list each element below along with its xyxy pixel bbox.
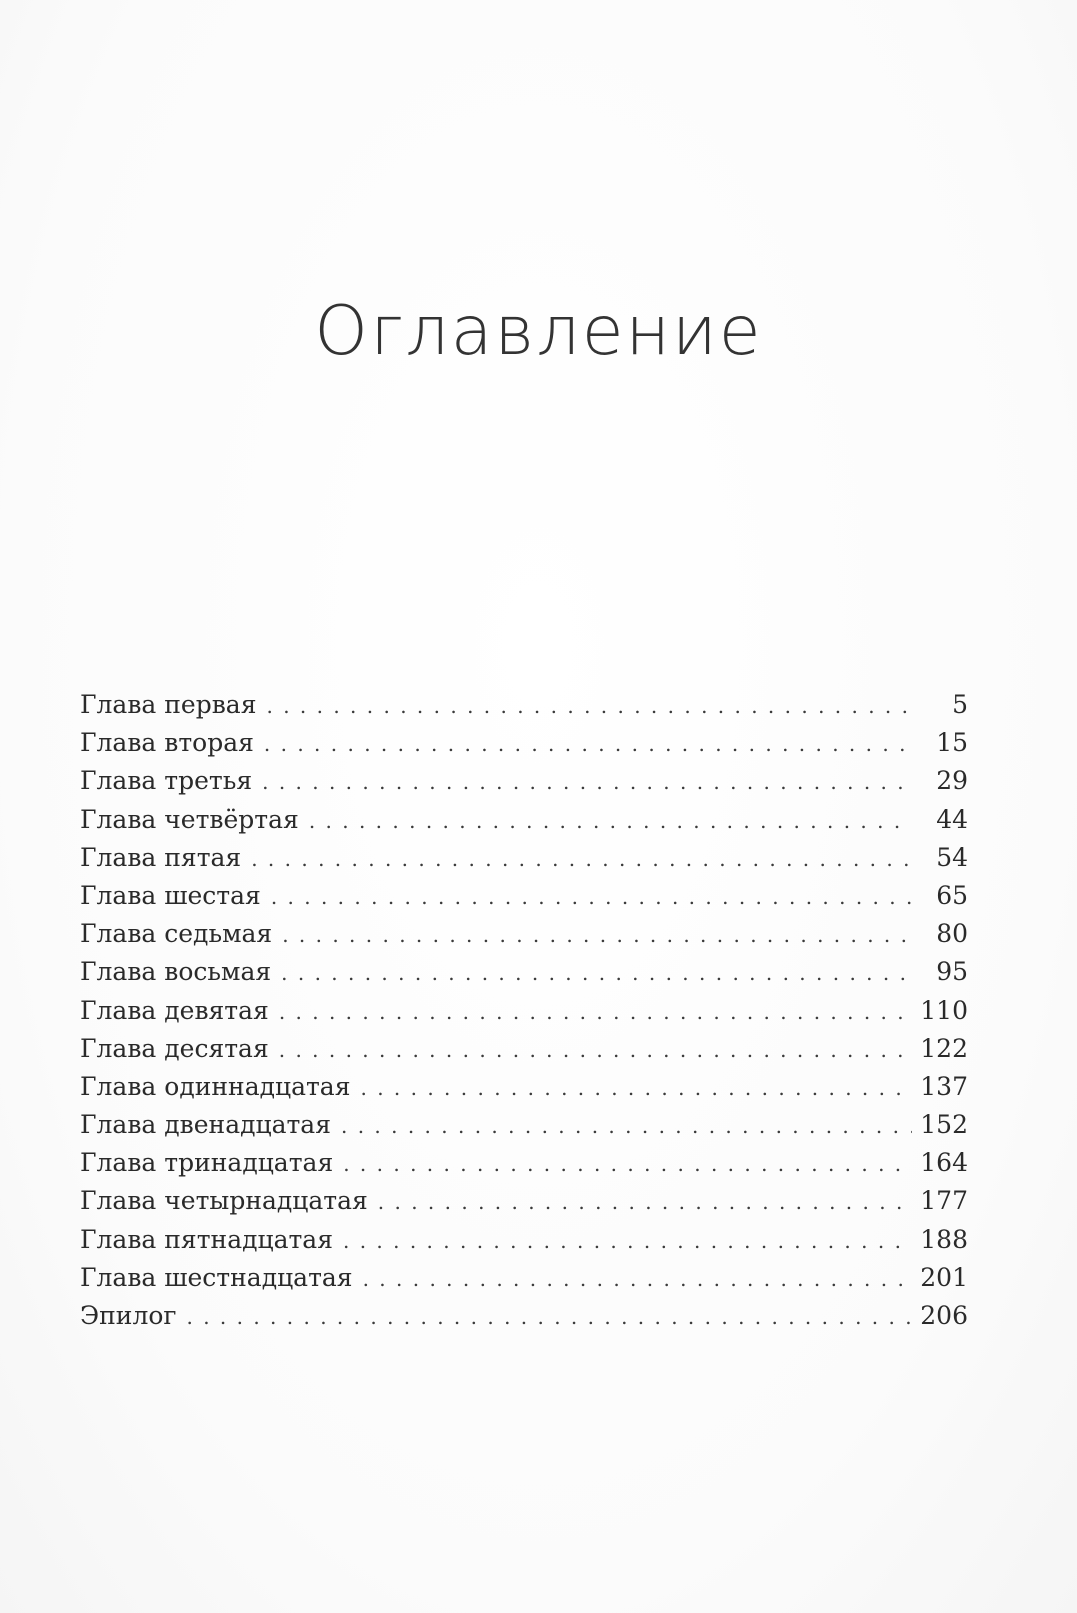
toc-entry <box>80 1030 968 1068</box>
toc-entry-page: 110 <box>920 995 968 1025</box>
toc-entry <box>80 992 968 1030</box>
toc-entry <box>80 686 968 724</box>
toc-dot-leader <box>343 1222 912 1260</box>
toc-entry-label: Глава первая <box>80 690 257 719</box>
toc-entry-label: Глава третья <box>80 766 253 796</box>
toc-entry-label: Глава пятая <box>80 842 242 872</box>
toc-entry-page: 95 <box>936 957 968 987</box>
toc-entry-page: 80 <box>936 919 968 949</box>
toc-entry <box>80 801 968 839</box>
toc-entry-page: 65 <box>936 880 968 910</box>
toc-dot-leader <box>360 1069 912 1107</box>
toc-dot-leader <box>279 1031 912 1069</box>
toc-dot-leader <box>343 1145 912 1183</box>
toc-entry-page: 188 <box>920 1224 968 1254</box>
toc-entry <box>80 1106 968 1144</box>
toc-entry <box>80 839 968 877</box>
toc-entry <box>80 953 968 991</box>
toc-entry-label: Глава одиннадцатая <box>80 1071 351 1101</box>
toc-entry-label: Глава пятнадцатая <box>80 1224 333 1254</box>
toc-entry-page: 152 <box>920 1110 968 1140</box>
page-title: Оглавление <box>314 292 763 371</box>
toc-entry-page: 54 <box>936 842 968 872</box>
toc-entry <box>80 915 968 953</box>
toc-entry <box>80 762 968 800</box>
toc-entry-page: 122 <box>920 1033 968 1063</box>
toc-dot-leader <box>264 725 912 763</box>
toc-entry-label: Глава девятая <box>80 995 269 1025</box>
toc-dot-leader <box>262 763 912 801</box>
toc-entry-page: 29 <box>936 766 968 796</box>
toc-entry <box>80 1182 968 1220</box>
toc-entry-label: Глава тринадцатая <box>80 1148 334 1178</box>
toc-entry-label: Глава седьмая <box>80 919 273 949</box>
toc-entry-page: 15 <box>936 728 968 758</box>
toc-dot-leader <box>363 1260 912 1298</box>
toc-entry <box>80 724 968 762</box>
toc-dot-leader <box>282 916 912 954</box>
toc-dot-leader <box>281 954 912 992</box>
toc-entry-page: 206 <box>920 1301 968 1330</box>
toc-entry-page: 164 <box>920 1148 968 1178</box>
toc-entry-label: Глава двенадцатая <box>80 1110 331 1140</box>
toc-entry <box>80 1068 968 1106</box>
toc-entry-page: 5 <box>952 690 968 719</box>
toc-dot-leader <box>279 993 912 1031</box>
table-of-contents <box>80 686 968 1335</box>
toc-entry-page: 44 <box>936 804 968 834</box>
toc-entry <box>80 1221 968 1259</box>
toc-dot-leader <box>251 840 912 878</box>
toc-entry-page: 177 <box>920 1186 968 1216</box>
toc-entry <box>80 877 968 915</box>
toc-dot-leader <box>378 1183 912 1221</box>
toc-entry-page: 201 <box>920 1262 968 1292</box>
toc-dot-leader <box>266 687 912 725</box>
toc-entry <box>80 1259 968 1297</box>
toc-entry-page: 137 <box>920 1071 968 1101</box>
toc-dot-leader <box>271 878 912 916</box>
toc-entry-label: Глава вторая <box>80 728 254 758</box>
toc-entry <box>80 1297 968 1335</box>
toc-entry <box>80 1144 968 1182</box>
toc-entry-label: Глава шестая <box>80 880 261 910</box>
toc-entry-label: Эпилог <box>80 1301 177 1330</box>
toc-dot-leader <box>341 1107 912 1145</box>
toc-entry-label: Глава десятая <box>80 1033 269 1063</box>
toc-entry-label: Глава шестнадцатая <box>80 1262 353 1292</box>
toc-entry-label: Глава четырнадцатая <box>80 1186 368 1216</box>
toc-dot-leader <box>309 802 912 840</box>
toc-entry-label: Глава четвёртая <box>80 804 299 834</box>
toc-dot-leader <box>186 1298 912 1336</box>
toc-entry-label: Глава восьмая <box>80 957 272 987</box>
